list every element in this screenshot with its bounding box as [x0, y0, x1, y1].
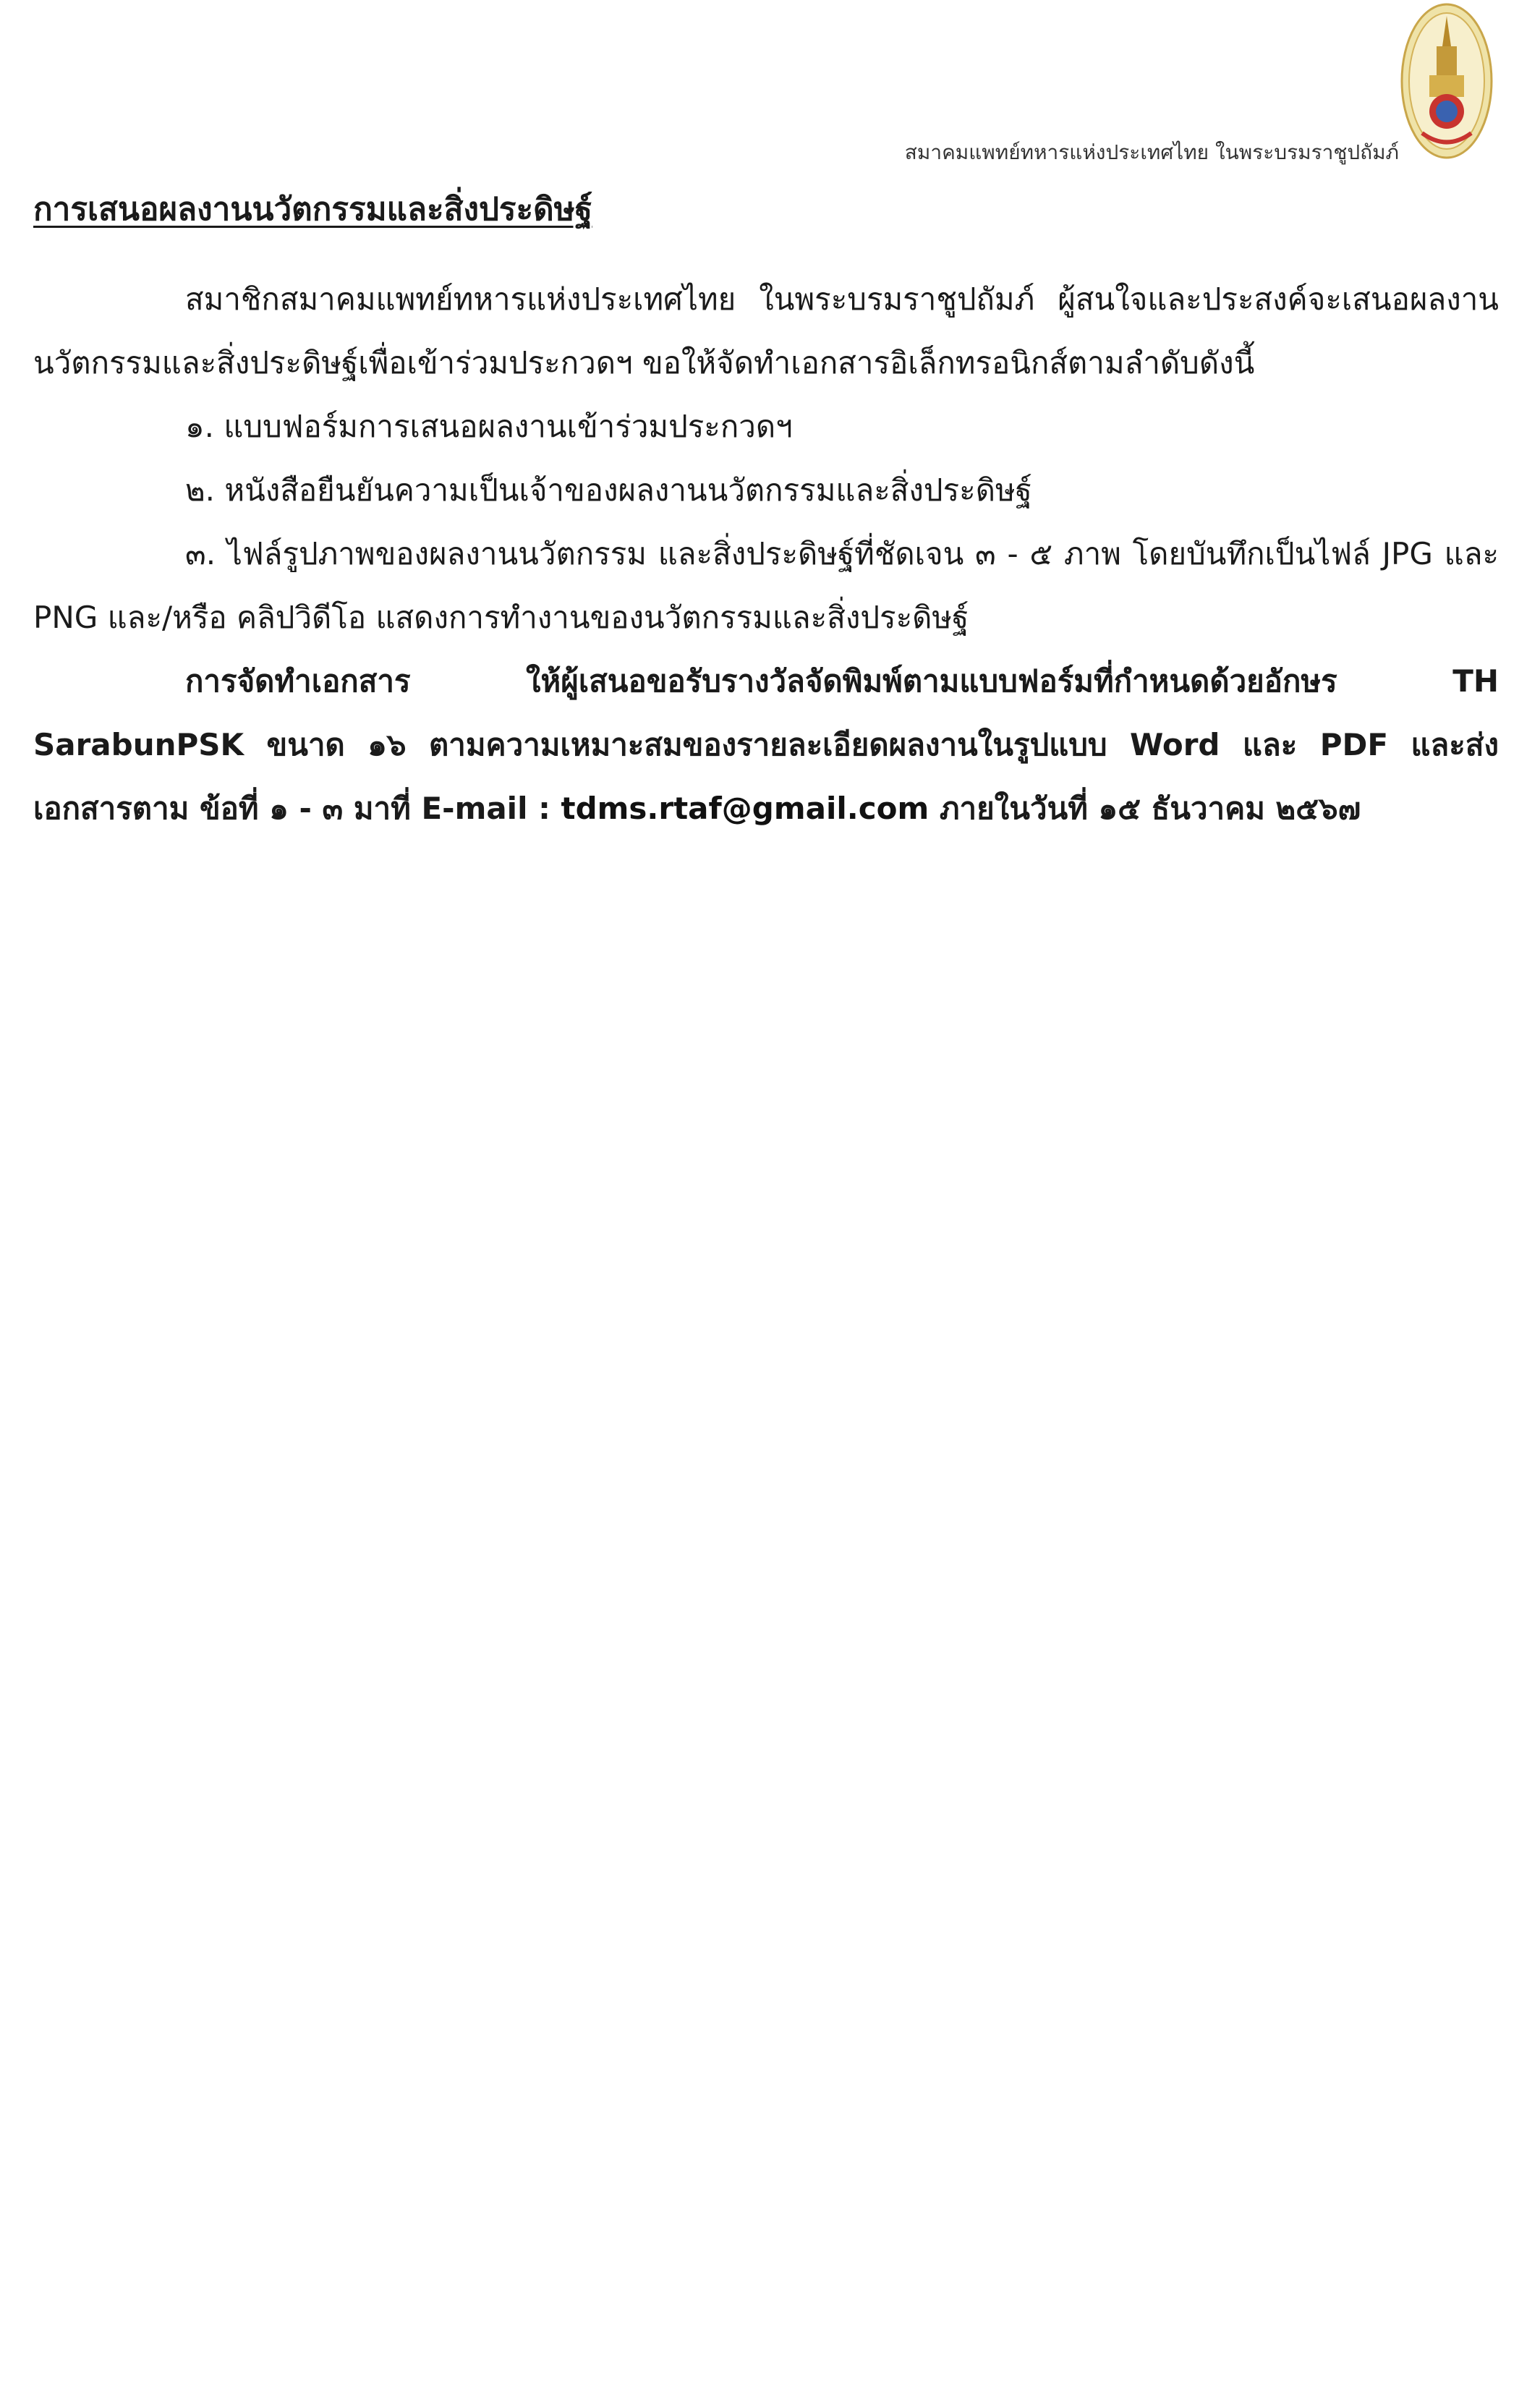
document-title: การเสนอผลงานนวัตกรรมและสิ่งประดิษฐ์	[33, 191, 593, 228]
intro-paragraph: สมาชิกสมาคมแพทย์ทหารแห่งประเทศไทย ในพระบรมราชูปถัมภ์ ผู้สนใจและประสงค์จะเสนอผลงานนวัตกรรมและสิ่งประดิษฐ์เพื่อเข้าร่วมประกวดฯ ขอให้จัดทำเอกสารอิเล็กทรอนิกส์ตามลำดับดังนี้	[33, 281, 1499, 380]
instruction-paragraph	[33, 650, 1499, 841]
document-body	[33, 268, 1499, 841]
association-emblem-icon	[1400, 3, 1493, 159]
list-item-3: ๓. ไฟล์รูปภาพของผลงานนวัตกรรม และสิ่งประดิษฐ์ที่ชัดเจน ๓ - ๕ ภาพ โดยบันทึกเป็นไฟล์ JPG และ PNG และ/หรือ คลิปวิดีโอ แสดงการทำงานของนวัตกรรมและสิ่งประดิษฐ์	[33, 536, 1499, 635]
instruction-prefix: การจัดทำเอกสาร ให้ผู้เสนอขอรับรางวัลจัดพิมพ์ตามแบบฟอร์มที่กำหนดด้วยอักษร TH SarabunPSK ขนาด ๑๖ ตามความเหมาะสมของรายละเอียดผลงานในรูปแบบ Word และ PDF และส่งเอกสารตาม ข้อที่ ๑ - ๓ มาที่ E-mail :	[33, 663, 1499, 826]
contact-email: tdms.rtaf@gmail.com	[561, 791, 929, 826]
list-item-2: ๒. หนังสือยืนยันความเป็นเจ้าของผลงานนวัตกรรมและสิ่งประดิษฐ์	[185, 472, 1032, 508]
list-item-1: ๑. แบบฟอร์มการเสนอผลงานเข้าร่วมประกวดฯ	[185, 409, 793, 444]
instruction-suffix: ภายในวันที่ ๑๕ ธันวาคม ๒๕๖๗	[929, 791, 1361, 826]
organization-name: สมาคมแพทย์ทหารแห่งประเทศไทย ในพระบรมราชูปถัมภ์	[904, 140, 1399, 164]
